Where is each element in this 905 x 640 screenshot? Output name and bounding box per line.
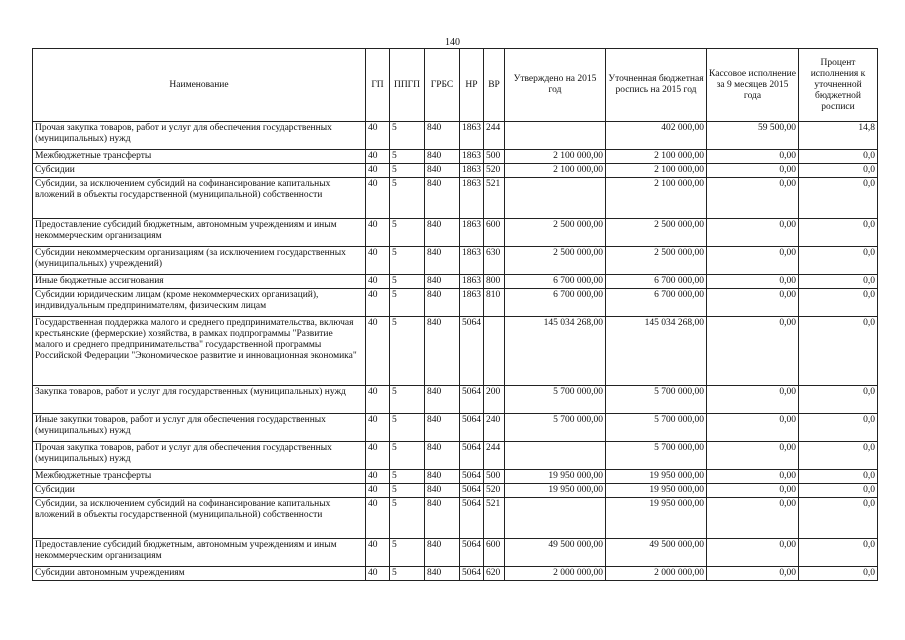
cell-name: Субсидии автономным учреждениям — [33, 567, 366, 581]
cell-approved — [505, 442, 606, 470]
table-row — [33, 498, 878, 539]
cell-gp: 40 — [366, 442, 390, 470]
cell-cash: 0,00 — [707, 414, 799, 442]
cell-refined: 19 950 000,00 — [606, 484, 707, 498]
cell-ppgp: 5 — [390, 122, 425, 150]
cell-name: Субсидии некоммерческим организациям (за исключением государственных (муниципальных) учреждений) — [33, 247, 366, 275]
cell-refined: 2 100 000,00 — [606, 164, 707, 178]
cell-grbs: 840 — [425, 150, 460, 164]
cell-name: Субсидии, за исключением субсидий на софинансирование капитальных вложений в объекты государственной (муниципальной) собственности — [33, 498, 366, 539]
cell-cash: 0,00 — [707, 567, 799, 581]
cell-percent: 0,0 — [799, 289, 878, 317]
cell-ppgp: 5 — [390, 539, 425, 567]
cell-cash: 0,00 — [707, 289, 799, 317]
cell-grbs: 840 — [425, 539, 460, 567]
cell-np: 5064 — [460, 567, 484, 581]
cell-cash: 0,00 — [707, 178, 799, 219]
cell-gp: 40 — [366, 414, 390, 442]
cell-cash: 59 500,00 — [707, 122, 799, 150]
cell-cash: 0,00 — [707, 442, 799, 470]
cell-vr: 800 — [484, 275, 505, 289]
cell-grbs: 840 — [425, 289, 460, 317]
cell-gp: 40 — [366, 164, 390, 178]
cell-cash: 0,00 — [707, 219, 799, 247]
cell-refined: 19 950 000,00 — [606, 470, 707, 484]
cell-approved: 5 700 000,00 — [505, 386, 606, 414]
cell-gp: 40 — [366, 150, 390, 164]
cell-cash: 0,00 — [707, 498, 799, 539]
cell-approved: 49 500 000,00 — [505, 539, 606, 567]
cell-gp: 40 — [366, 122, 390, 150]
cell-ppgp: 5 — [390, 247, 425, 275]
table-row — [33, 164, 878, 178]
cell-percent: 0,0 — [799, 247, 878, 275]
cell-gp: 40 — [366, 317, 390, 386]
cell-approved: 2 100 000,00 — [505, 150, 606, 164]
cell-grbs: 840 — [425, 470, 460, 484]
cell-ppgp: 5 — [390, 275, 425, 289]
cell-name: Государственная поддержка малого и среднего предпринимательства, включая крестьянские (фермерские) хозяйства, в рамках подпрограммы "Развитие малого и среднего предпринимательства" государственной программы Российской Федерации "Экономическое развитие и инновационная экономика" — [33, 317, 366, 386]
cell-np: 1863 — [460, 164, 484, 178]
cell-ppgp: 5 — [390, 442, 425, 470]
cell-cash: 0,00 — [707, 275, 799, 289]
cell-np: 1863 — [460, 178, 484, 219]
cell-vr: 630 — [484, 247, 505, 275]
header-np: НР — [460, 49, 484, 122]
table-row — [33, 122, 878, 150]
table-row — [33, 247, 878, 275]
cell-ppgp: 5 — [390, 498, 425, 539]
cell-approved: 2 500 000,00 — [505, 219, 606, 247]
header-approved: Утверждено на 2015 год — [505, 49, 606, 122]
cell-grbs: 840 — [425, 164, 460, 178]
cell-percent: 0,0 — [799, 164, 878, 178]
cell-ppgp: 5 — [390, 164, 425, 178]
cell-refined: 6 700 000,00 — [606, 289, 707, 317]
cell-grbs: 840 — [425, 219, 460, 247]
cell-approved — [505, 178, 606, 219]
cell-gp: 40 — [366, 247, 390, 275]
cell-ppgp: 5 — [390, 484, 425, 498]
cell-refined: 2 100 000,00 — [606, 150, 707, 164]
table-row — [33, 567, 878, 581]
cell-percent: 14,8 — [799, 122, 878, 150]
header-name: Наименование — [33, 49, 366, 122]
header-ppgp: ППГП — [390, 49, 425, 122]
cell-refined: 2 500 000,00 — [606, 219, 707, 247]
cell-vr: 244 — [484, 442, 505, 470]
cell-np: 5064 — [460, 317, 484, 386]
cell-np: 5064 — [460, 414, 484, 442]
cell-approved: 19 950 000,00 — [505, 470, 606, 484]
cell-gp: 40 — [366, 498, 390, 539]
cell-vr: 200 — [484, 386, 505, 414]
cell-vr: 521 — [484, 498, 505, 539]
cell-approved: 5 700 000,00 — [505, 414, 606, 442]
header-grbs: ГРБС — [425, 49, 460, 122]
table-row — [33, 539, 878, 567]
cell-name: Прочая закупка товаров, работ и услуг для обеспечения государственных (муниципальных) нужд — [33, 442, 366, 470]
cell-grbs: 840 — [425, 442, 460, 470]
cell-np: 5064 — [460, 498, 484, 539]
cell-ppgp: 5 — [390, 386, 425, 414]
cell-approved: 19 950 000,00 — [505, 484, 606, 498]
cell-ppgp: 5 — [390, 470, 425, 484]
cell-np: 1863 — [460, 122, 484, 150]
cell-vr: 240 — [484, 414, 505, 442]
cell-percent: 0,0 — [799, 150, 878, 164]
cell-refined: 2 000 000,00 — [606, 567, 707, 581]
cell-name: Субсидии — [33, 164, 366, 178]
cell-gp: 40 — [366, 484, 390, 498]
cell-np: 5064 — [460, 442, 484, 470]
cell-name: Субсидии юридическим лицам (кроме некоммерческих организаций), индивидуальным предпринимателям, физическим лицам — [33, 289, 366, 317]
cell-gp: 40 — [366, 539, 390, 567]
header-row — [33, 49, 878, 122]
cell-ppgp: 5 — [390, 178, 425, 219]
table-row — [33, 275, 878, 289]
cell-ppgp: 5 — [390, 567, 425, 581]
cell-grbs: 840 — [425, 247, 460, 275]
cell-name: Межбюджетные трансферты — [33, 470, 366, 484]
cell-ppgp: 5 — [390, 414, 425, 442]
cell-np: 1863 — [460, 275, 484, 289]
cell-cash: 0,00 — [707, 317, 799, 386]
cell-vr: 500 — [484, 470, 505, 484]
cell-percent: 0,0 — [799, 219, 878, 247]
cell-np: 5064 — [460, 386, 484, 414]
cell-refined: 5 700 000,00 — [606, 386, 707, 414]
page-number: 140 — [445, 37, 460, 48]
cell-ppgp: 5 — [390, 317, 425, 386]
cell-np: 5064 — [460, 470, 484, 484]
cell-approved: 6 700 000,00 — [505, 289, 606, 317]
cell-gp: 40 — [366, 289, 390, 317]
cell-percent: 0,0 — [799, 414, 878, 442]
cell-refined: 5 700 000,00 — [606, 442, 707, 470]
cell-vr: 810 — [484, 289, 505, 317]
cell-np: 1863 — [460, 247, 484, 275]
cell-name: Предоставление субсидий бюджетным, автономным учреждениям и иным некоммерческим организациям — [33, 539, 366, 567]
cell-grbs: 840 — [425, 498, 460, 539]
cell-gp: 40 — [366, 178, 390, 219]
cell-percent: 0,0 — [799, 442, 878, 470]
cell-vr: 521 — [484, 178, 505, 219]
cell-refined: 49 500 000,00 — [606, 539, 707, 567]
cell-name: Предоставление субсидий бюджетным, автономным учреждениям и иным некоммерческим организациям — [33, 219, 366, 247]
cell-np: 1863 — [460, 289, 484, 317]
cell-percent: 0,0 — [799, 484, 878, 498]
table-row — [33, 150, 878, 164]
cell-gp: 40 — [366, 470, 390, 484]
cell-cash: 0,00 — [707, 386, 799, 414]
cell-vr: 500 — [484, 150, 505, 164]
cell-name: Субсидии — [33, 484, 366, 498]
cell-gp: 40 — [366, 275, 390, 289]
cell-grbs: 840 — [425, 567, 460, 581]
cell-percent: 0,0 — [799, 317, 878, 386]
cell-percent: 0,0 — [799, 178, 878, 219]
cell-percent: 0,0 — [799, 498, 878, 539]
header-refined: Уточненная бюджетная роспись на 2015 год — [606, 49, 707, 122]
cell-grbs: 840 — [425, 275, 460, 289]
cell-refined: 19 950 000,00 — [606, 498, 707, 539]
cell-cash: 0,00 — [707, 247, 799, 275]
cell-vr: 620 — [484, 567, 505, 581]
table-row — [33, 289, 878, 317]
cell-refined: 2 500 000,00 — [606, 247, 707, 275]
cell-grbs: 840 — [425, 484, 460, 498]
cell-gp: 40 — [366, 386, 390, 414]
cell-cash: 0,00 — [707, 539, 799, 567]
cell-approved: 145 034 268,00 — [505, 317, 606, 386]
cell-gp: 40 — [366, 219, 390, 247]
cell-approved: 2 100 000,00 — [505, 164, 606, 178]
header-cash: Кассовое исполнение за 9 месяцев 2015 года — [707, 49, 799, 122]
cell-percent: 0,0 — [799, 539, 878, 567]
cell-np: 1863 — [460, 219, 484, 247]
cell-vr: 520 — [484, 164, 505, 178]
table-row — [33, 442, 878, 470]
header-vr: ВР — [484, 49, 505, 122]
cell-gp: 40 — [366, 567, 390, 581]
cell-grbs: 840 — [425, 178, 460, 219]
table-row — [33, 178, 878, 219]
cell-name: Межбюджетные трансферты — [33, 150, 366, 164]
cell-np: 5064 — [460, 484, 484, 498]
cell-grbs: 840 — [425, 386, 460, 414]
table-row — [33, 386, 878, 414]
cell-grbs: 840 — [425, 317, 460, 386]
cell-percent: 0,0 — [799, 567, 878, 581]
cell-ppgp: 5 — [390, 289, 425, 317]
cell-approved — [505, 498, 606, 539]
header-percent: Процент исполнения к уточненной бюджетной росписи — [799, 49, 878, 122]
table-row — [33, 219, 878, 247]
table-row — [33, 317, 878, 386]
cell-np: 5064 — [460, 539, 484, 567]
cell-cash: 0,00 — [707, 484, 799, 498]
cell-vr: 600 — [484, 539, 505, 567]
cell-refined: 145 034 268,00 — [606, 317, 707, 386]
table-row — [33, 470, 878, 484]
cell-refined: 2 100 000,00 — [606, 178, 707, 219]
cell-ppgp: 5 — [390, 150, 425, 164]
cell-cash: 0,00 — [707, 150, 799, 164]
cell-refined: 6 700 000,00 — [606, 275, 707, 289]
cell-vr: 244 — [484, 122, 505, 150]
cell-percent: 0,0 — [799, 470, 878, 484]
cell-refined: 5 700 000,00 — [606, 414, 707, 442]
table-row — [33, 484, 878, 498]
cell-cash: 0,00 — [707, 470, 799, 484]
cell-refined: 402 000,00 — [606, 122, 707, 150]
cell-grbs: 840 — [425, 122, 460, 150]
cell-grbs: 840 — [425, 414, 460, 442]
cell-name: Субсидии, за исключением субсидий на софинансирование капитальных вложений в объекты государственной (муниципальной) собственности — [33, 178, 366, 219]
cell-approved: 2 000 000,00 — [505, 567, 606, 581]
cell-name: Иные бюджетные ассигнования — [33, 275, 366, 289]
cell-np: 1863 — [460, 150, 484, 164]
cell-vr: 520 — [484, 484, 505, 498]
header-gp: ГП — [366, 49, 390, 122]
cell-approved — [505, 122, 606, 150]
cell-ppgp: 5 — [390, 219, 425, 247]
budget-table — [32, 48, 878, 581]
table-row — [33, 414, 878, 442]
cell-vr: 600 — [484, 219, 505, 247]
cell-approved: 2 500 000,00 — [505, 247, 606, 275]
cell-approved: 6 700 000,00 — [505, 275, 606, 289]
cell-vr — [484, 317, 505, 386]
cell-percent: 0,0 — [799, 275, 878, 289]
cell-percent: 0,0 — [799, 386, 878, 414]
cell-name: Иные закупки товаров, работ и услуг для обеспечения государственных (муниципальных) нужд — [33, 414, 366, 442]
cell-cash: 0,00 — [707, 164, 799, 178]
cell-name: Прочая закупка товаров, работ и услуг для обеспечения государственных (муниципальных) нужд — [33, 122, 366, 150]
cell-name: Закупка товаров, работ и услуг для государственных (муниципальных) нужд — [33, 386, 366, 414]
table-body — [33, 122, 878, 581]
